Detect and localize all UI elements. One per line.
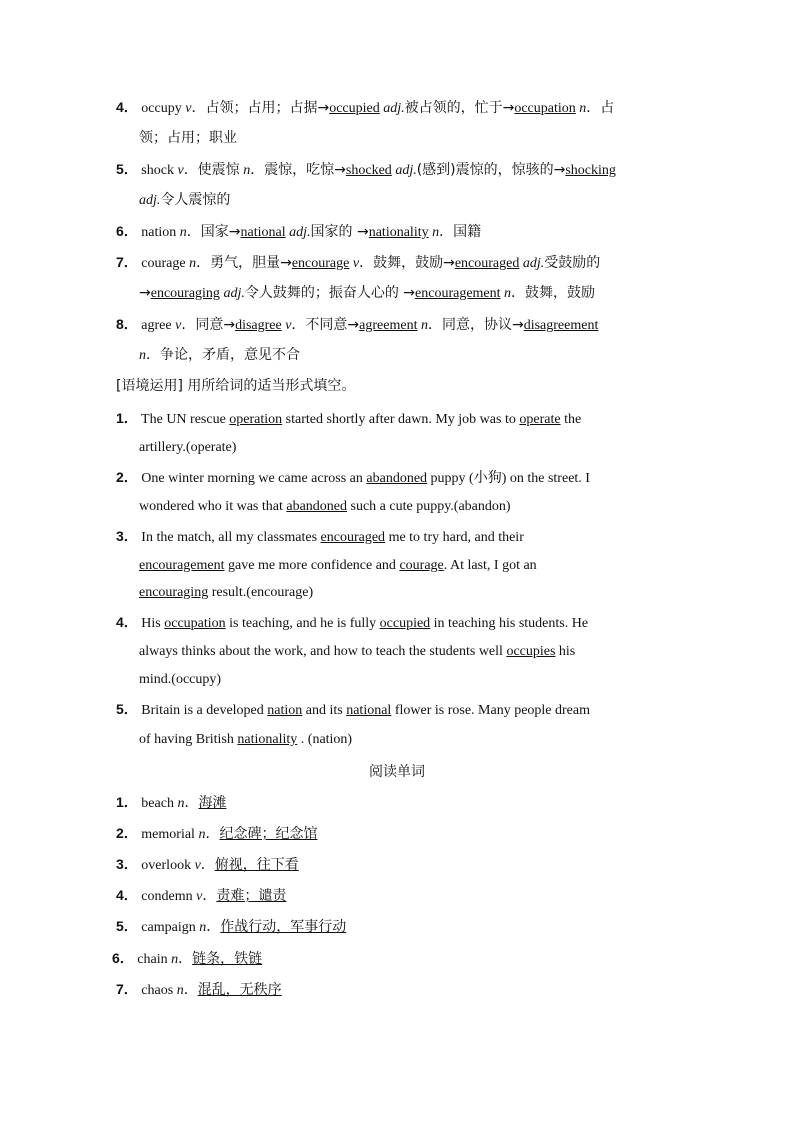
sentence-text: wondered who it was that: [139, 499, 287, 514]
headword: courage: [141, 256, 186, 271]
answer-blank: occupation: [514, 101, 576, 116]
pos: n: [420, 318, 428, 333]
answer-blank: occupied: [329, 101, 380, 116]
answer-blank: encouragement: [415, 286, 501, 301]
definition: ．同意，协议→: [427, 317, 524, 333]
pos: adj.: [223, 286, 245, 301]
item-number: 1．: [116, 794, 138, 810]
instruction-text: 用所给词的适当形式填空。: [187, 378, 356, 394]
item-number: 7．: [116, 254, 138, 270]
pos: n: [579, 101, 587, 116]
pos: v: [194, 858, 201, 873]
sentence-text: One winter morning we came across an: [141, 471, 367, 486]
exercise-4-continuation: [139, 642, 575, 662]
word-entry-shock: [116, 159, 616, 181]
answer-blank: occupies: [506, 644, 556, 659]
sentence-text: me to try hard, and their: [388, 530, 524, 545]
answer-blank: shocked: [345, 163, 392, 178]
answer-blank: encouraging: [139, 585, 209, 600]
pos: adj.: [383, 101, 405, 116]
exercise-3: [116, 526, 524, 548]
definition: ．不同意→: [291, 317, 360, 333]
pos: n: [139, 348, 146, 363]
section-label: [语境运用]: [116, 378, 183, 394]
word-entry-courage: [116, 252, 600, 274]
answer-blank: nationality: [237, 732, 298, 747]
item-number: 4．: [116, 887, 138, 903]
item-number: 1．: [116, 410, 138, 426]
exercise-4: [116, 612, 588, 634]
sentence-text: such a cute puppy.(abandon): [347, 499, 511, 514]
definition: 被占领的，忙于→: [404, 100, 515, 116]
headword: agree: [141, 318, 172, 333]
sentence-text: . (nation): [297, 732, 353, 747]
pos: n: [177, 796, 185, 811]
answer-blank: nation: [267, 703, 303, 718]
headword: memorial: [141, 827, 195, 842]
answer-blank: disagreement: [523, 318, 599, 333]
pos: v: [185, 101, 192, 116]
pos: n: [198, 827, 206, 842]
sentence-text: in teaching his students. He: [433, 616, 589, 631]
definition: 国家的 →: [310, 224, 369, 240]
word-entry-continuation: [139, 345, 300, 366]
item-number: 2．: [116, 825, 138, 841]
pos: adj.: [289, 225, 311, 240]
sentence-text: the: [564, 412, 582, 427]
headword: beach: [141, 796, 174, 811]
pos: n: [189, 256, 197, 271]
answer-blank: occupied: [379, 616, 431, 631]
pos: n: [199, 920, 207, 935]
pos: n: [432, 225, 440, 240]
answer-blank: encouraging: [150, 286, 220, 301]
definition: ．同意→: [181, 317, 236, 333]
sentence-text: The UN rescue: [141, 412, 230, 427]
sentence-text: His: [141, 616, 165, 631]
definition: ．鼓舞，鼓励→: [359, 255, 455, 271]
exercise-4-continuation: mind.(occupy): [139, 672, 222, 687]
definition: ．国家→: [186, 224, 241, 240]
exercise-5-continuation: [139, 730, 352, 750]
pos: n: [171, 952, 179, 967]
definition: 受鼓励的: [544, 255, 601, 271]
answer-blank: 纪念碑；纪念馆: [219, 826, 318, 842]
word-entry-continuation: →encouraging adj.令人鼓舞的；振奋人心的 →encouragement n．鼓舞，鼓励: [139, 283, 595, 304]
reading-item: 3． overlook v．俯视，往下看: [116, 856, 299, 873]
answer-blank: shocking: [565, 163, 616, 178]
word-entry-agree: [116, 314, 598, 336]
sentence-text: puppy (小狗) on the street. I: [430, 471, 590, 486]
answer-blank: 混乱，无秩序: [197, 982, 282, 998]
item-number: 4．: [116, 614, 138, 630]
headword: occupy: [141, 101, 182, 116]
headword: nation: [141, 225, 177, 240]
item-number: 6．: [116, 223, 138, 239]
item-number: 5．: [116, 161, 138, 177]
sentence-text: always thinks about the work, and how to teach the students well: [139, 644, 507, 659]
answer-blank: 责难；谴责: [216, 888, 287, 904]
answer-blank: 链条，铁链: [192, 951, 263, 967]
item-number: 3．: [116, 856, 138, 872]
word-entry-continuation: [139, 190, 230, 211]
answer-blank: agreement: [359, 318, 418, 333]
item-number: 6．: [112, 950, 134, 966]
answer-blank: nationality: [368, 225, 429, 240]
section-instruction: [116, 376, 355, 396]
answer-blank: abandoned: [366, 471, 428, 486]
pos: n: [179, 225, 187, 240]
item-number: 4．: [116, 99, 138, 115]
answer-blank: encourage: [291, 256, 350, 271]
pos: n: [176, 983, 184, 998]
reading-section-title: 阅读单词: [369, 764, 425, 780]
pos: v: [177, 163, 184, 178]
reading-item: 4． condemn v．责难；谴责: [116, 887, 287, 904]
answer-blank: abandoned: [286, 499, 348, 514]
item-number: 7．: [116, 981, 138, 997]
item-number: 8．: [116, 316, 138, 332]
answer-blank: 作战行动，军事行动: [220, 919, 347, 935]
answer-blank: encouragement: [139, 558, 225, 573]
definition: ．占: [586, 100, 615, 116]
sentence-text: flower is rose. Many people dream: [394, 703, 590, 718]
answer-blank: 俯视，往下看: [214, 857, 299, 873]
answer-blank: encouraged: [454, 256, 520, 271]
sentence-text: of having British: [139, 732, 238, 747]
sentence-text: and its: [305, 703, 347, 718]
answer-blank: courage: [399, 558, 444, 573]
answer-blank: operation: [229, 412, 283, 427]
sentence-text: result.(encourage): [208, 585, 314, 600]
definition: ．勇气，胆量→: [196, 255, 292, 271]
answer-blank: national: [240, 225, 286, 240]
sentence-text: . At last, I got an: [443, 558, 537, 573]
definition: ．使震惊: [183, 162, 240, 178]
reading-item: 5． campaign n．作战行动，军事行动: [116, 918, 347, 935]
headword: condemn: [141, 889, 193, 904]
item-number: 5．: [116, 701, 138, 717]
word-entry-continuation: 领；占用；职业: [139, 130, 237, 146]
definition: 令人鼓舞的；振奋人心的 →: [244, 285, 416, 301]
definition: ．争论，矛盾，意见不合: [146, 347, 300, 363]
exercise-3-continuation: [139, 583, 313, 603]
headword: shock: [141, 163, 174, 178]
reading-item: 1． beach n．海滩: [116, 794, 227, 811]
word-entry-occupy: [116, 97, 614, 119]
exercise-2: [116, 467, 590, 489]
pos: n: [504, 286, 512, 301]
item-number: 2．: [116, 469, 138, 485]
definition: ．震惊，吃惊→: [250, 162, 346, 178]
headword: campaign: [141, 920, 196, 935]
pos: v: [285, 318, 292, 333]
pos: n: [243, 163, 251, 178]
answer-blank: national: [346, 703, 392, 718]
definition: 令人震惊的: [160, 192, 231, 208]
sentence-text: started shortly after dawn. My job was to: [285, 412, 520, 427]
headword: chaos: [141, 983, 174, 998]
definition: ．国籍: [439, 224, 482, 240]
headword: chain: [137, 952, 168, 967]
answer-blank: operate: [519, 412, 561, 427]
answer-blank: encouraged: [320, 530, 386, 545]
sentence-text: is teaching, and he is fully: [229, 616, 380, 631]
pos: v: [352, 256, 360, 271]
pos: adj.: [522, 256, 545, 271]
item-number: 5．: [116, 918, 138, 934]
headword: overlook: [141, 858, 192, 873]
sentence-text: his: [558, 644, 576, 659]
word-entry-nation: [116, 221, 481, 243]
answer-blank: disagree: [235, 318, 282, 333]
reading-item: 2． memorial n．纪念碑；纪念馆: [116, 825, 318, 842]
sentence-text: In the match, all my classmates: [141, 530, 321, 545]
exercise-5: [116, 699, 590, 721]
definition: ．占领；占用；占据→: [191, 100, 330, 116]
definition: ．鼓舞，鼓励: [511, 285, 596, 301]
sentence-text: Britain is a developed: [141, 703, 268, 718]
reading-item: 7． chaos n．混乱，无秩序: [116, 981, 282, 998]
pos: v: [196, 889, 203, 904]
exercise-1-continuation: artillery.(operate): [139, 440, 237, 455]
pos: adj.: [395, 163, 417, 178]
answer-blank: occupation: [164, 616, 226, 631]
exercise-3-continuation: [139, 556, 537, 576]
item-number: 3．: [116, 528, 138, 544]
pos: v: [175, 318, 182, 333]
definition: (感到)震惊的，惊骇的→: [416, 162, 566, 178]
answer-blank: 海滩: [198, 795, 227, 811]
reading-item: 6． chain n．链条，铁链: [112, 950, 263, 967]
sentence-text: gave me more confidence and: [224, 558, 400, 573]
pos: adj.: [139, 193, 161, 208]
exercise-2-continuation: [139, 497, 511, 517]
exercise-1: [116, 408, 581, 430]
